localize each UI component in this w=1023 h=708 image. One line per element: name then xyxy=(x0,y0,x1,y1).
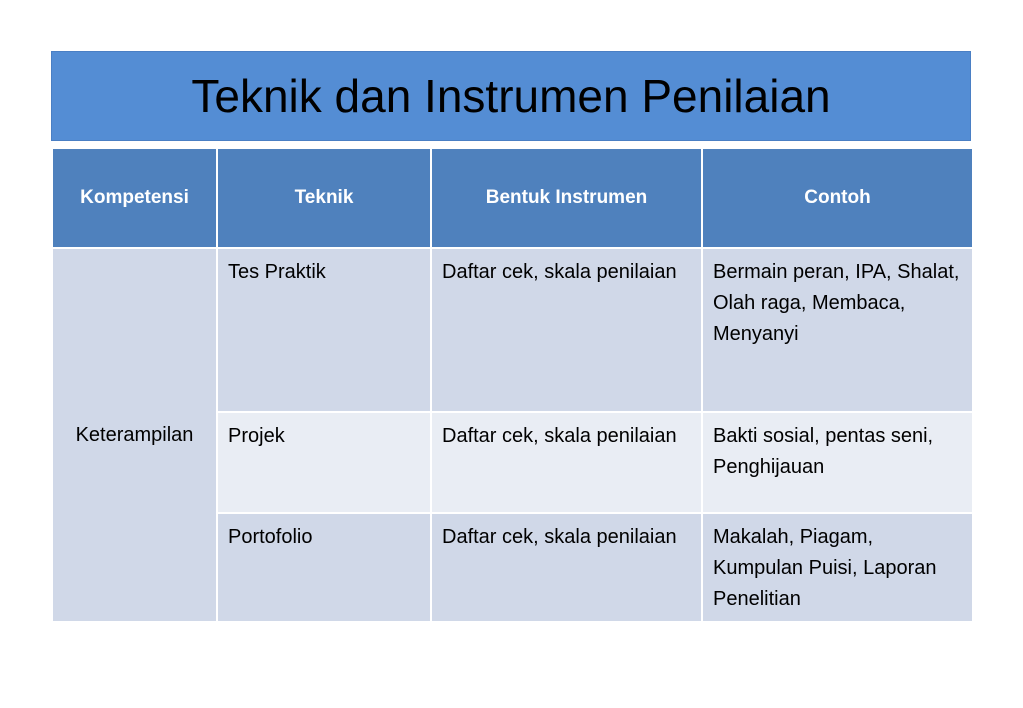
teknik-cell: Tes Praktik xyxy=(217,248,431,412)
bentuk-cell: Daftar cek, skala penilaian xyxy=(431,412,702,513)
contoh-cell: Makalah, Piagam, Kumpulan Puisi, Laporan Penelitian xyxy=(702,513,973,622)
bentuk-cell: Daftar cek, skala penilaian xyxy=(431,513,702,622)
header-kompetensi: Kompetensi xyxy=(52,148,217,248)
teknik-cell: Portofolio xyxy=(217,513,431,622)
header-bentuk-instrumen: Bentuk Instrumen xyxy=(431,148,702,248)
teknik-cell: Projek xyxy=(217,412,431,513)
table-row xyxy=(52,248,973,412)
table-header-row xyxy=(52,148,973,248)
bentuk-cell: Daftar cek, skala penilaian xyxy=(431,248,702,412)
contoh-cell: Bakti sosial, pentas seni, Penghijauan xyxy=(702,412,973,513)
header-teknik: Teknik xyxy=(217,148,431,248)
contoh-cell: Bermain peran, IPA, Shalat, Olah raga, Membaca, Menyanyi xyxy=(702,248,973,412)
assessment-table xyxy=(51,147,974,623)
slide-title: Teknik dan Instrumen Penilaian xyxy=(191,70,831,122)
title-bar xyxy=(51,51,971,141)
kompetensi-cell: Keterampilan xyxy=(52,248,217,622)
header-contoh: Contoh xyxy=(702,148,973,248)
